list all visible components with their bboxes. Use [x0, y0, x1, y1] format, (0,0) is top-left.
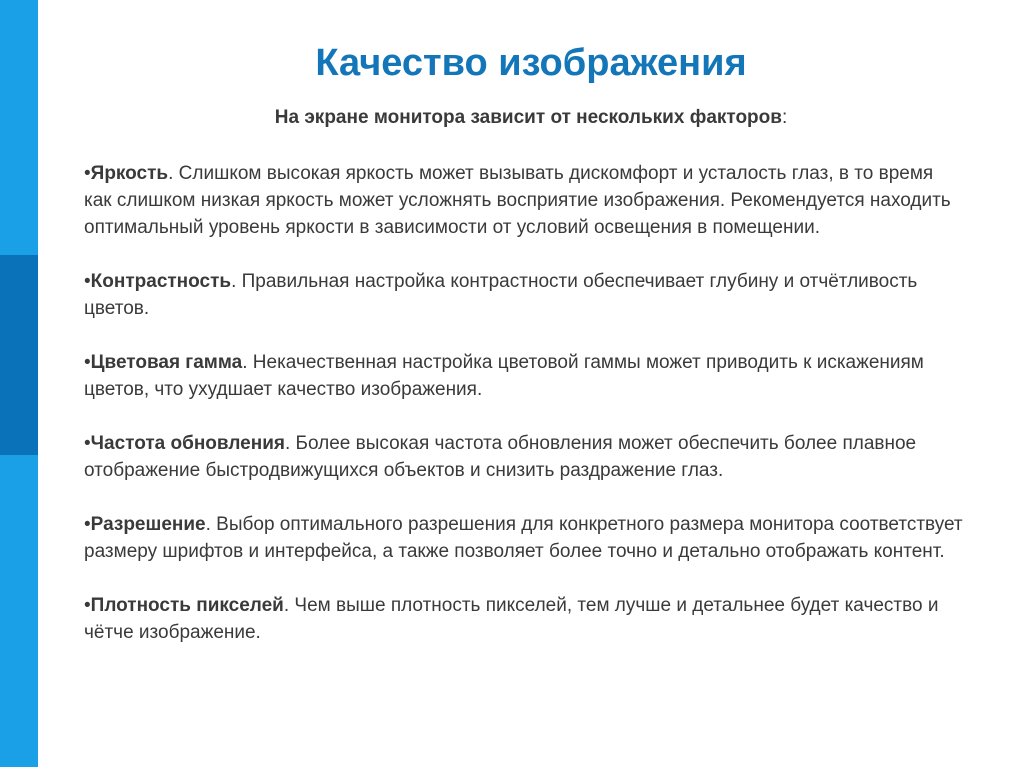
factor-item-color-gamut [84, 349, 964, 403]
subtitle-text: На экране монитора зависит от нескольких факторов [274, 107, 782, 128]
factor-term: Частота обновления [90, 433, 285, 454]
factor-term: Плотность пикселей [90, 595, 284, 616]
bullet: • [84, 514, 91, 535]
factor-term: Разрешение [90, 514, 206, 535]
bullet: • [84, 433, 91, 454]
slide-title: Качество изображения [315, 42, 747, 84]
factor-item-brightness [84, 160, 964, 241]
factor-item-pixel-density [84, 592, 964, 646]
factor-description: . Некачественная настройка цветовой гаммы может приводить к искажениям цветов, что ухудшает качество изображения. [84, 352, 924, 400]
factor-item-contrast [84, 268, 964, 322]
factor-term: Цветовая гамма [90, 352, 243, 373]
factor-item-refresh-rate [84, 430, 964, 484]
factor-description: . Более высокая частота обновления может обеспечить более плавное отображение быстродвижущихся объектов и снизить раздражение глаз. [84, 433, 917, 481]
factor-term: Яркость [90, 163, 169, 184]
bullet: • [84, 352, 91, 373]
factor-description: . Выбор оптимального разрешения для конкретного размера монитора соответствует размеру шрифтов и интерфейса, а также позволяет более точно и детально отображать контент. [84, 514, 963, 562]
factors-list [84, 160, 964, 673]
bullet: • [84, 163, 91, 184]
bullet: • [84, 271, 91, 292]
bullet: • [84, 595, 91, 616]
factor-description: . Правильная настройка контрастности обеспечивает глубину и отчётливость цветов. [84, 271, 918, 319]
subtitle-colon: : [781, 107, 788, 128]
factor-term: Контрастность [90, 271, 232, 292]
side-bar-accent-decoration [0, 255, 38, 455]
slide-subtitle [38, 106, 1024, 130]
factor-item-resolution [84, 511, 964, 565]
factor-description: . Слишком высокая яркость может вызывать дискомфорт и усталость глаз, в то время как слишком низкая яркость может усложнять восприятие изображения. Рекомендуется находить оптимальный уровень яркости в зависимости от условий освещения в помещении. [84, 163, 951, 238]
factor-description: . Чем выше плотность пикселей, тем лучше и детальнее будет качество и чётче изображение. [84, 595, 939, 643]
